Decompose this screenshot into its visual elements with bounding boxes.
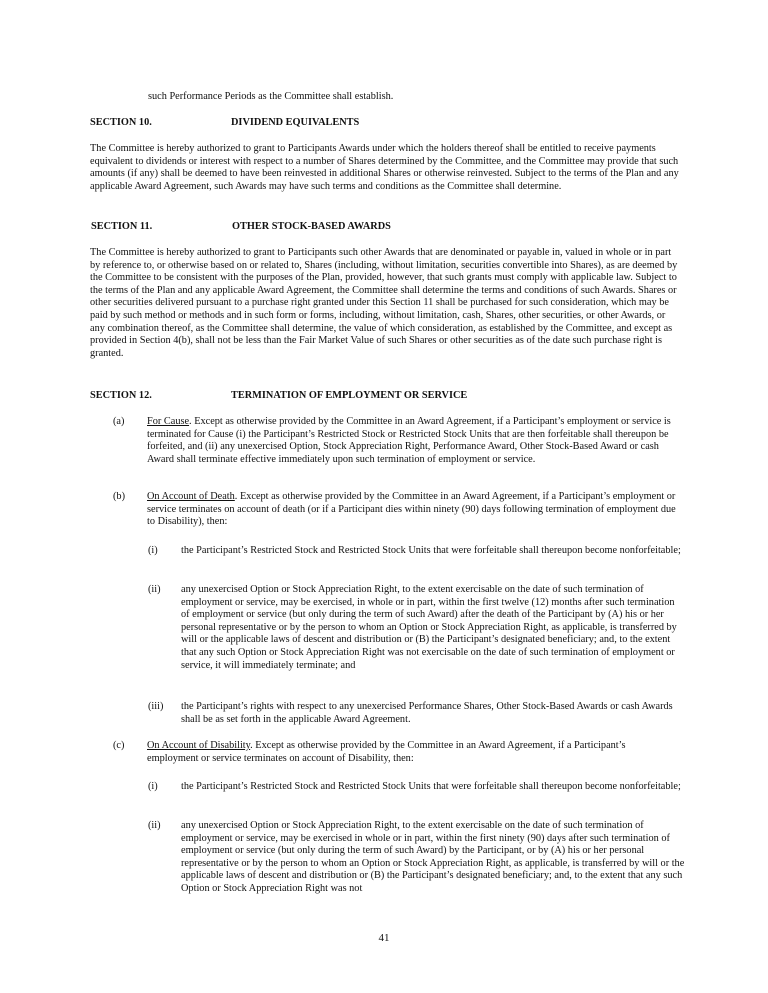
section-12-number: SECTION 12. [90, 390, 152, 401]
section-10-text: The Committee is hereby authorized to grant to Participants Awards under which the holders thereof shall be entitled to receive payments equivalent to dividends or interest with respect to a number of Shares determined by the Committee, and the Committee may provide that such amounts (if any) shall be deemed to have been reinvested in additional Shares or otherwise reinvested. Subject to the terms of the Plan and any applicable Award Agreement, such Awards may have such terms and conditions as the Committee shall determine. [90, 143, 679, 192]
clause-b-iii-label: (iii) [148, 701, 164, 712]
clause-a-body: . Except as otherwise provided by the Committee in an Award Agreement, if a Participant’s employment or service is terminated for Cause (i) the Participant’s Restricted Stock or Restricted Stock Units that are then forfeitable shall thereupon be forfeited, and (ii) any unexercised Option, Stock Appreciation Right, Performance Award, Other Stock-Based Award or cash Award shall terminate effective immediately upon such termination of employment or service. [147, 416, 671, 465]
intro-line: such Performance Periods as the Committee shall establish. [148, 91, 394, 102]
section-10-title: DIVIDEND EQUIVALENTS [231, 117, 360, 128]
clause-b-heading: On Account of Death [147, 491, 235, 502]
clause-a-heading: For Cause [147, 416, 190, 427]
clause-b-ii-text: any unexercised Option or Stock Appreciation Right, to the extent exercisable on the date of such termination of employment or service, may be exercised, in whole or in part, within the first twelve (12) months after such termination of employment or service (but only during the term of such Award) after the death of the Participant by (A) his or her personal representative or by the person to whom an Option or Stock Appreciation Right, as applicable, is transferred by will or the applicable laws of descent and distribution or (B) the Participant’s designated beneficiary; and, to the extent that any such Option or Stock Appreciation Right was not exercisable on the date of such termination of employment or service, it will immediately terminate; and [181, 584, 677, 671]
clause-b-i-label: (i) [148, 545, 158, 556]
section-11-heading [91, 221, 391, 234]
clause-c-body: . Except as otherwise provided by the Committee in an Award Agreement, if a Participant’s employment or service terminates on account of Disability, then: [147, 740, 626, 764]
clause-a-label: (a) [113, 416, 125, 427]
clause-c-heading: On Account of Disability [147, 740, 251, 751]
clause-c-ii-text: any unexercised Option or Stock Appreciation Right, to the extent exercisable on the date of such termination of employment or service, may be exercised in whole or in part, within the first ninety (90) days after such termination of employment or service (but only during the term of such Award) by the Participant, or by (A) his or her personal representative or by the person to whom an Option or Stock Appreciation Right, as applicable, is transferred by will or the applicable laws of descent and distribution or (B) the Participant’s designated beneficiary; and, to the extent that any such Option or Stock Appreciation Right was not [181, 820, 685, 894]
section-11-number: SECTION 11. [91, 221, 153, 232]
clause-c-text [147, 740, 667, 765]
clause-b-label: (b) [113, 491, 126, 502]
clause-c-i-text: the Participant’s Restricted Stock and Restricted Stock Units that were forfeitable shall thereupon become nonforfeitable; [181, 781, 681, 792]
section-10-heading [90, 117, 359, 130]
section-12-title: TERMINATION OF EMPLOYMENT OR SERVICE [231, 390, 468, 401]
section-10-number: SECTION 10. [90, 117, 152, 128]
clause-c-ii-label: (ii) [148, 820, 161, 831]
clause-b-text [147, 491, 682, 529]
section-11-text: The Committee is hereby authorized to grant to Participants such other Awards that are denominated or payable in, valued in whole or in part by reference to, or otherwise based on or related to, Shares (including, without limitation, securities convertible into Shares), as are deemed by the Committee to be consistent with the purposes of the Plan, provided, however, that such grants must comply with applicable law. Subject to the terms of the Plan and any applicable Award Agreement, the Committee shall determine the terms and conditions of such Awards. Shares or other securities delivered pursuant to a purchase right granted under this Section 11 shall be purchased for such consideration, which may be paid by such method or methods and in such form or forms, including, without limitation, cash, Shares, other securities, or other Awards, or any combination thereof, as the Committee shall determine, the value of which consideration, as established by the Committee, and except as provided in Section 4(b), shall not be less than the Fair Market Value of such Shares or other securities as of the date such purchase right is granted. [90, 247, 678, 359]
page-number: 41 [378, 932, 390, 944]
clause-c-label: (c) [113, 740, 125, 751]
clause-b-i-text: the Participant’s Restricted Stock and Restricted Stock Units that were forfeitable shall thereupon become nonforfeitable; [181, 545, 681, 556]
clause-c-i-label: (i) [148, 781, 158, 792]
clause-b-iii-text: the Participant’s rights with respect to any unexercised Performance Shares, Other Stock-Based Awards or cash Awards shall be as set forth in the applicable Award Agreement. [181, 701, 673, 725]
clause-a-text [147, 416, 682, 466]
section-11-title: OTHER STOCK-BASED AWARDS [232, 221, 391, 232]
clause-b-ii-label: (ii) [148, 584, 161, 595]
clause-b-body: . Except as otherwise provided by the Committee in an Award Agreement, if a Participant’s employment or service terminates on account of death (or if a Participant dies within ninety (90) days following termination of employment due to Disability), then: [147, 491, 676, 528]
section-12-heading [90, 390, 467, 403]
